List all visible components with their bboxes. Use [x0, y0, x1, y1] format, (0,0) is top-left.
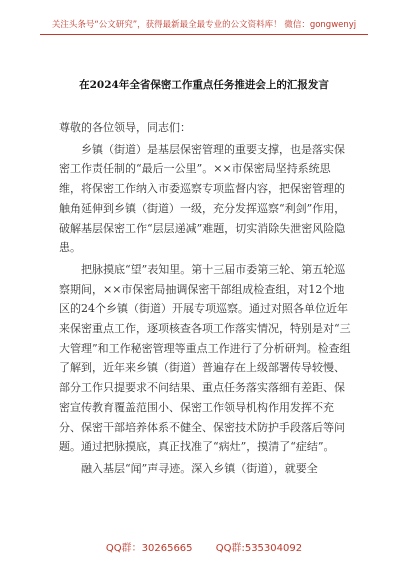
footer-qq-group-2: QQ群:535304092: [215, 543, 303, 554]
footer-contacts: [0, 539, 408, 554]
salutation: 尊敬的各位领导，同志们：: [59, 121, 191, 134]
paragraph: 把脉摸底“望”表知里。第十三届市委第三轮、第五轮巡察期间，××市保密局抽调保密干部组成检查组，对12个地区的24个乡镇（街道）开展专项巡察。通过对照各单位近年来保密重点工作，逐项核查各项工作落实情况，特别是对“三大管理”和工作秘密管理等重点工作进行了分析研判。检查组了解到，近年来乡镇（街道）普遍存在上级部署传导较慢、部分工作只提要求不问结果、重点任务落实落细有差距、保密宣传教育覆盖范围小、保密工作领导机构作用发挥不充分、保密干部培养体系不健全、保密技术防护手段落后等问题。通过把脉摸底，真正找准了“病灶”，摸清了“症结”。: [59, 262, 351, 454]
paragraph: 融入基层“闻”声寻迹。深入乡镇（街道），就要全: [81, 461, 318, 475]
paragraph: 乡镇（街道）是基层保密管理的重要支撑，也是落实保密工作责任制的“最后一公里”。××市保密局坚持系统思维，将保密工作纳入市委巡察专项监督内容，把保密管理的触角延伸到乡镇（街道）一级，充分发挥巡察“利剑”作用，破解基层保密工作“层层递减”难题，切实消除失泄密风险隐患。: [59, 142, 346, 255]
header-divider: [40, 34, 368, 35]
footer-qq-group-1: QQ群：30265665: [105, 543, 193, 554]
document-body: [59, 118, 351, 481]
document-title: 在2024年全省保密工作重点任务推进会上的汇报发言: [79, 79, 329, 91]
header-banner: 关注头条号“公文研究”，获得最新最全最专业的公文资料库！ 微信：gongwenyj: [51, 20, 357, 30]
